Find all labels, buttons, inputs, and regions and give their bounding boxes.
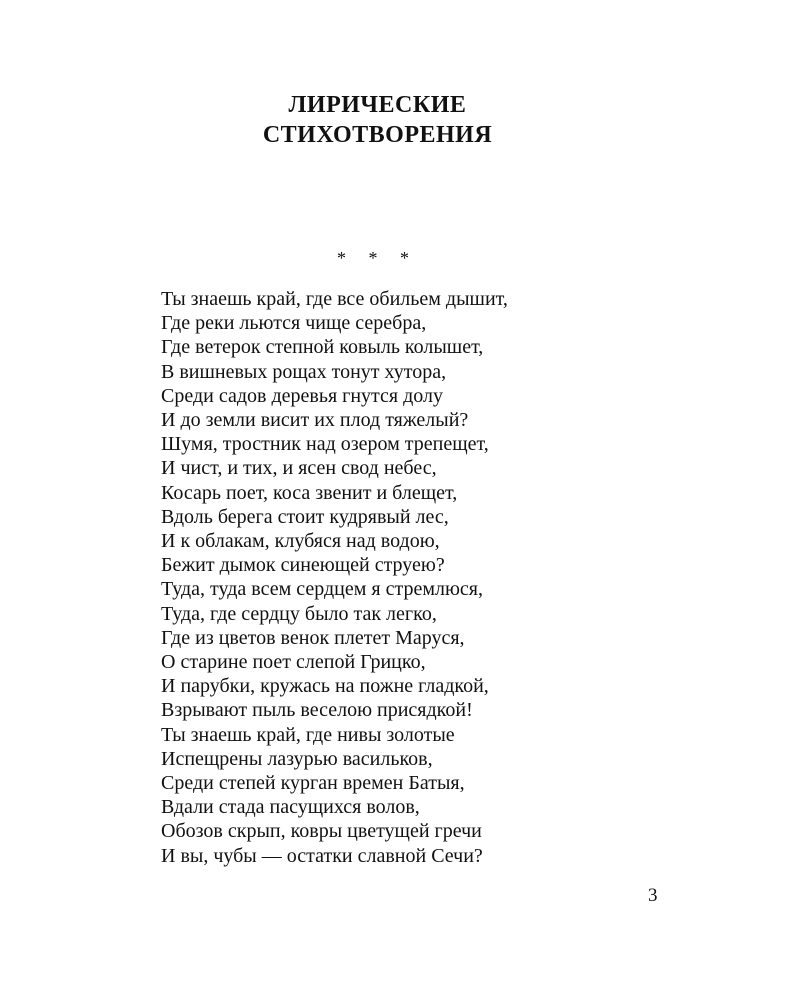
poem-line: Вдали стада пасущихся волов,: [161, 796, 420, 819]
poem-line: Где из цветов венок плетет Маруся,: [161, 626, 465, 649]
poem-line: Ты знаешь край, где нивы золотые: [161, 723, 455, 746]
poem-line: Среди степей курган времен Батыя,: [161, 772, 465, 795]
section-title-line-2: СТИХОТВОРЕНИЯ: [262, 122, 493, 148]
page-number: 3: [648, 885, 658, 906]
poem-line: И чист, и тих, и ясен свод небес,: [161, 457, 437, 480]
poem-line: В вишневых рощах тонут хутора,: [161, 360, 447, 383]
poem-line: О старине поет слепой Грицко,: [161, 651, 426, 674]
section-title: [0, 90, 755, 150]
poem-line: Туда, где сердцу было так легко,: [161, 602, 437, 625]
poem-line: Среди садов деревья гнутся долу: [161, 384, 444, 407]
poem-body: [161, 287, 681, 868]
poem-line: Вдоль берега стоит кудрявый лес,: [161, 505, 449, 528]
poem-line: Ты знаешь край, где все обильем дышит,: [161, 288, 508, 310]
poem-line: И парубки, кружась на пожне гладкой,: [161, 675, 489, 698]
poem-line: Обозов скрып, ковры цветущей гречи: [161, 820, 482, 843]
poem-line: Шумя, тростник над озером трепещет,: [161, 433, 489, 456]
poem-line: Испещрены лазурью васильков,: [161, 747, 433, 770]
poem-line: Где ветерок степной ковыль колышет,: [161, 336, 484, 359]
poem-line: И к облакам, клубяся над водою,: [161, 530, 440, 553]
poem-line: Взрывают пыль веселою присядкой!: [161, 699, 473, 722]
poem-separator: * * *: [337, 248, 418, 268]
poem-line: И вы, чубы — остатки славной Сечи?: [161, 844, 483, 867]
poem-line: Косарь поет, коса звенит и блещет,: [161, 481, 458, 504]
poem-line: Где реки льются чище серебра,: [161, 312, 427, 335]
poem-line: Бежит дымок синеющей струею?: [161, 554, 445, 577]
section-title-line-1: ЛИРИЧЕСКИЕ: [288, 92, 467, 118]
poem-line: И до земли висит их плод тяжелый?: [161, 409, 469, 432]
poem-line: Туда, туда всем сердцем я стремлюся,: [161, 578, 484, 601]
